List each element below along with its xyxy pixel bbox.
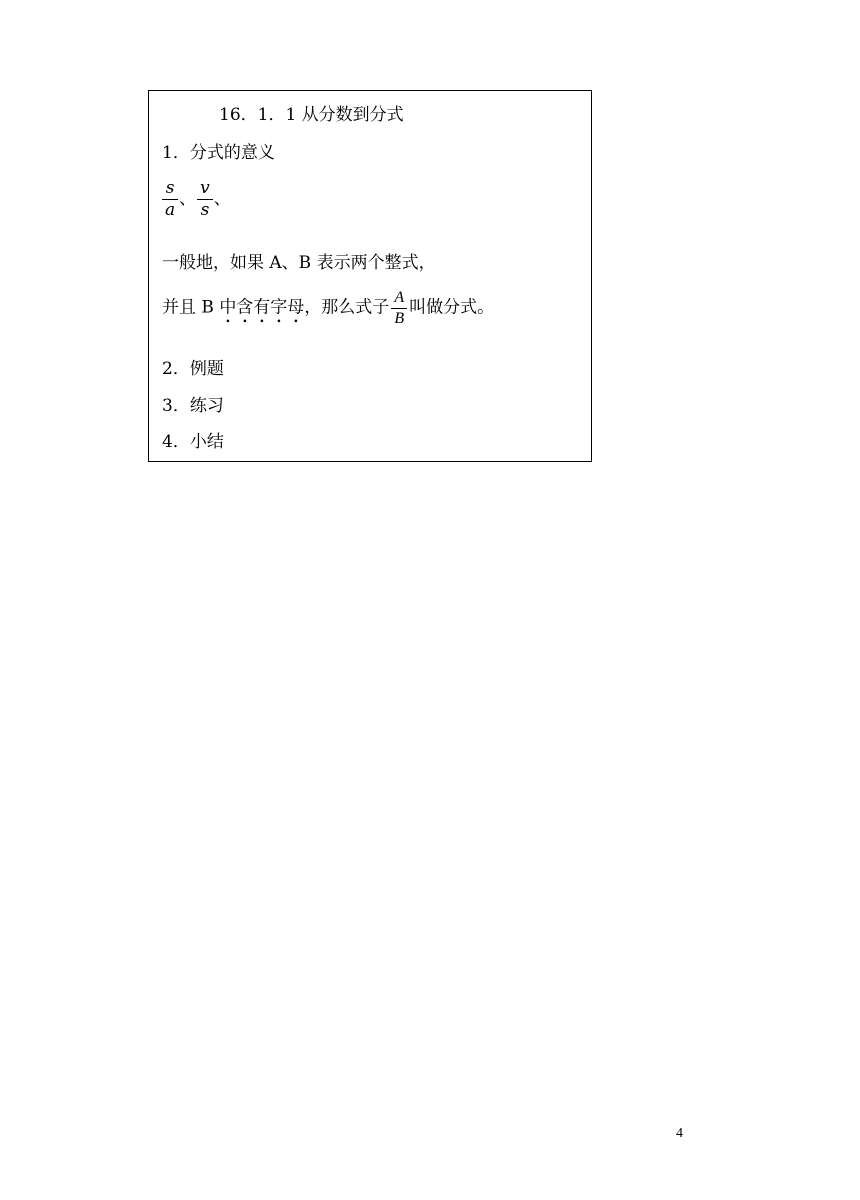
lesson-title: 16．1．1 从分数到分式 <box>219 105 404 125</box>
definition-text-middle: ，那么式子 <box>304 297 390 318</box>
example-fractions <box>162 179 232 219</box>
fraction-denominator: B <box>394 309 405 327</box>
section-heading-meaning: 1．分式的意义 <box>162 143 275 163</box>
definition-line-1: 一般地，如果 A、B 表示两个整式， <box>162 253 436 273</box>
fraction-denominator: s <box>200 199 210 220</box>
fraction-numerator: s <box>162 179 178 200</box>
fraction-numerator: A <box>391 289 407 309</box>
fraction-separator: 、 <box>179 188 197 209</box>
definition-text-before: 并且 B <box>162 297 220 318</box>
fraction-separator: 、 <box>213 188 231 209</box>
section-heading-summary: 4．小结 <box>162 432 224 452</box>
fraction-denominator: a <box>165 199 176 220</box>
fraction-s-over-a <box>162 179 178 219</box>
fraction-a-over-b <box>391 289 407 327</box>
blackboard-design-box <box>148 90 592 462</box>
page-number: 4 <box>676 1126 683 1141</box>
fraction-v-over-s <box>197 179 213 219</box>
section-heading-practice: 3．练习 <box>162 396 224 416</box>
definition-text-after: 叫做分式。 <box>409 297 495 318</box>
definition-line-2 <box>162 289 494 328</box>
emphasized-condition: 中含有字母 <box>219 297 305 318</box>
fraction-numerator: v <box>197 179 213 200</box>
section-heading-examples: 2．例题 <box>162 359 224 379</box>
